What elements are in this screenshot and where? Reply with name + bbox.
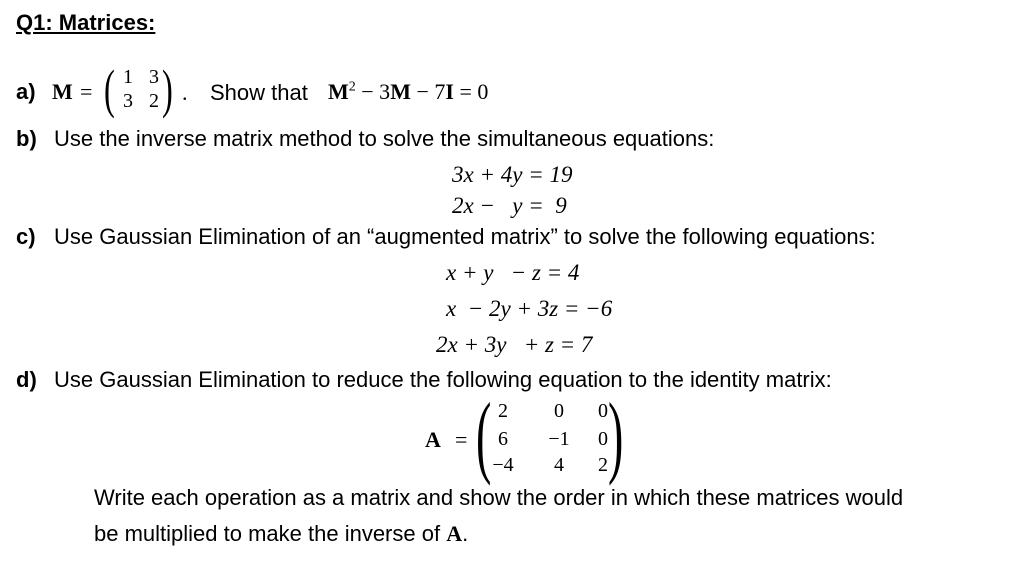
part-a-show-text: Show that [210,80,308,105]
expr-i: I [445,79,454,104]
part-a-matrix-name: M [52,79,73,104]
period: . [182,80,188,105]
part-a-label: a) [16,79,36,104]
part-c-text: Use Gaussian Elimination of an “augmented matrix” to solve the following equations: [54,224,876,249]
left-paren: ( [476,384,492,486]
part-d-equals: = [455,427,468,452]
part-c-equation-3: 2x + 3y + z = 7 [436,332,593,357]
expr-equals-zero: = 0 [453,79,489,104]
matrix-cell: −4 [492,454,514,476]
part-d-note-line-2 [94,521,468,547]
part-a-expression [328,79,488,105]
matrix-cell: 0 [598,400,608,422]
matrix-cell: −1 [548,428,570,450]
expr-m2: M [390,79,411,104]
expr-minus-7: − 7 [410,79,446,104]
matrix-cell: 3 [123,90,133,112]
part-c-equation-2: x − 2y + 3z = −6 [446,296,613,321]
expr-m: M [328,79,349,104]
matrix-cell: 6 [498,428,508,450]
part-b-equation-1: 3x + 4y = 19 [452,162,573,187]
part-c-equation-1: x + y − z = 4 [446,260,580,285]
matrix-cell: 0 [598,428,608,450]
note-period: . [462,521,469,546]
part-b-text: Use the inverse matrix method to solve the simultaneous equations: [54,126,715,151]
matrix-cell: 2 [149,90,159,112]
right-paren: ) [162,59,173,119]
matrix-cell: 4 [554,454,564,476]
matrix-cell: 2 [598,454,608,476]
part-b-label: b) [16,126,37,151]
part-d-label: d) [16,367,37,392]
question-title: Q1: Matrices: [16,10,156,35]
left-paren: ( [104,59,115,119]
note-text: be multiplied to make the inverse of [94,521,447,546]
part-d-matrix [476,384,636,486]
part-d-note-line-1: Write each operation as a matrix and show the order in which these matrices would [94,485,904,510]
note-matrix-a: A [446,521,463,546]
part-d-matrix-name: A [425,427,441,452]
matrix-cell: 3 [149,66,159,88]
part-c-label: c) [16,224,36,249]
matrix-cell: 0 [554,400,564,422]
part-a-matrix [104,59,204,120]
right-paren: ) [608,384,624,486]
part-d-text: Use Gaussian Elimination to reduce the following equation to the identity matrix: [54,367,832,392]
expr-minus-3: − 3 [355,79,391,104]
matrix-cell: 1 [123,66,133,88]
part-a-equals: = [80,79,93,104]
part-b-equation-2: 2x − y = 9 [452,193,567,218]
expr-exponent: 2 [348,79,356,95]
matrix-cell: 2 [498,400,508,422]
